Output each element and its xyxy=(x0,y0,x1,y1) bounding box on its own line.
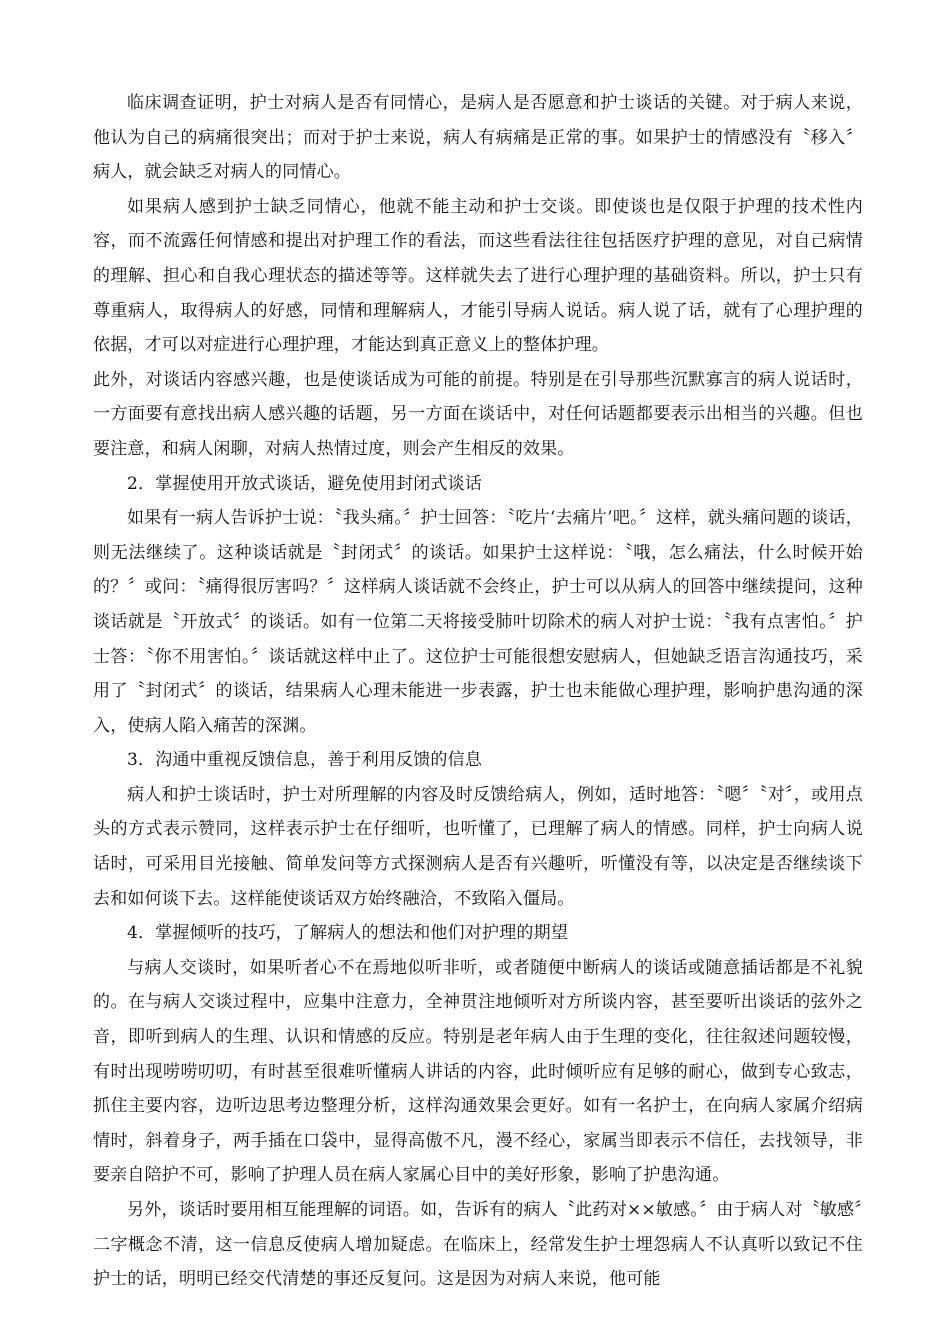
paragraph: 如果有一病人告诉护士说：〝我头痛。〞护士回答：〝吃片‘去痛片’吧。〞这样，就头痛问题的谈话，则无法继续了。这种谈话就是〝封闭式〞的谈话。如果护士这样说：〝哦，怎么痛法，什么时候开始的？〞或问：〝痛得很厉害吗？〞这样病人谈话就不会终止，护士可以从病人的回答中继续提问，这种谈话就是〝开放式〞的谈话。如有一位第二天将接受肺叶切除术的病人对护士说：〝我有点害怕。〞护士答：〝你不用害怕。〞谈话就这样中止了。这位护士可能很想安慰病人，但她缺乏语言沟通技巧，采用了〝封闭式〞的谈话，结果病人心理未能进一步表露，护士也未能做心理护理，影响护患沟通的深入，使病人陷入痛苦的深渊。 xyxy=(93,508,863,736)
section-heading: 3．沟通中重视反馈信息，善于利用反馈的信息 xyxy=(127,750,483,771)
document-body xyxy=(93,86,863,1297)
paragraph: 另外，谈话时要用相互能理解的词语。如，告诉有的病人〝此药对××敏感。〞由于病人对〝敏感〞二字概念不清，这一信息反使病人增加疑虑。在临床上，经常发生护士埋怨病人不认真听以致记不住护士的话，明明已经交代清楚的事还反复问。这是因为对病人来说，他可能 xyxy=(93,1200,863,1290)
section-heading: 4．掌握倾听的技巧，了解病人的想法和他们对护理的期望 xyxy=(127,923,569,944)
paragraph: 病人和护士谈话时，护士对所理解的内容及时反馈给病人，例如，适时地答：〝嗯〞〝对〞，或用点头的方式表示赞同，这样表示护士在仔细听，也听懂了，已理解了病人的情感。同样，护士向病人说话时，可采用目光接触、简单发问等方式探测病人是否有兴趣听，听懂没有等，以决定是否继续谈下去和如何谈下去。这样能使谈话双方始终融洽，不致陷入僵局。 xyxy=(93,784,863,909)
paragraph: 此外，对谈话内容感兴趣，也是使谈话成为可能的前提。特别是在引导那些沉默寡言的病人说话时，一方面要有意找出病人感兴趣的话题，另一方面在谈话中，对任何话题都要表示出相当的兴趣。但也要注意，和病人闲聊，对病人热情过度，则会产生相反的效果。 xyxy=(93,369,863,459)
paragraph: 临床调查证明，护士对病人是否有同情心，是病人是否愿意和护士谈话的关键。对于病人来说，他认为自己的病痛很突出；而对于护士来说，病人有病痛是正常的事。如果护士的情感没有〝移入〞病人，就会缺乏对病人的同情心。 xyxy=(93,93,863,183)
paragraph: 如果病人感到护士缺乏同情心，他就不能主动和护士交谈。即使谈也是仅限于护理的技术性内容，而不流露任何情感和提出对护理工作的看法，而这些看法往往包括医疗护理的意见，对自己病情的理解、担心和自我心理状态的描述等等。这样就失去了进行心理护理的基础资料。所以，护士只有尊重病人，取得病人的好感，同情和理解病人，才能引导病人说话。病人说了话，就有了心理护理的依据，才可以对症进行心理护理，才能达到真正意义上的整体护理。 xyxy=(93,196,863,356)
section-heading: 2．掌握使用开放式谈话，避免使用封闭式谈话 xyxy=(127,473,483,494)
paragraph: 与病人交谈时，如果听者心不在焉地似听非听，或者随便中断病人的谈话或随意插话都是不礼貌的。在与病人交谈过程中，应集中注意力，全神贯注地倾听对方所谈内容，甚至要听出谈话的弦外之音，即听到病人的生理、认识和情感的反应。特别是老年病人由于生理的变化，往往叙述问题较慢，有时出现唠唠叨叨，有时甚至很难听懂病人讲话的内容，此时倾听应有足够的耐心，做到专心致志，抓住主要内容，边听边思考边整理分析，这样沟通效果会更好。如有一名护士，在向病人家属介绍病情时，斜着身子，两手插在口袋中，显得高傲不凡，漫不经心，家属当即表示不信任，去找领导，非要亲自陪护不可，影响了护理人员在病人家属心目中的美好形象，影响了护患沟通。 xyxy=(93,957,863,1186)
